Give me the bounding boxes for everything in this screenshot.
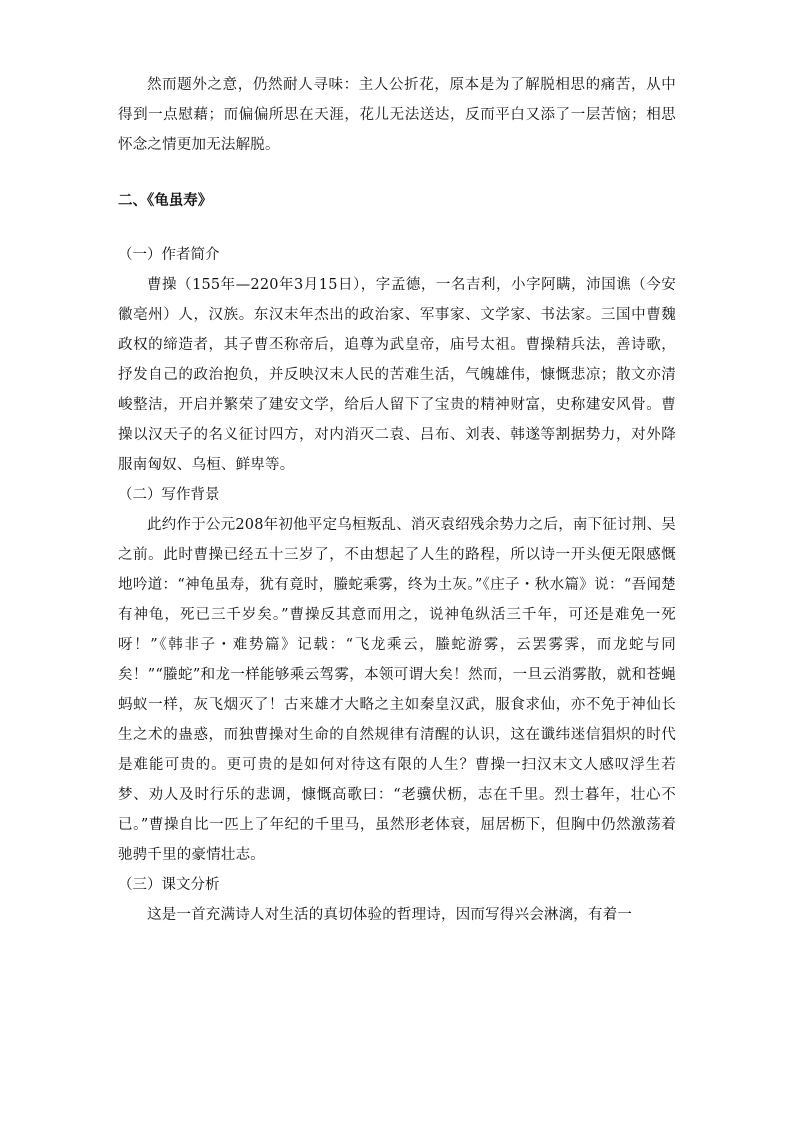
section-heading: 二、《龟虽寿》: [118, 193, 213, 209]
intro-paragraph: 然而题外之意，仍然耐人寻味：主人公折花，原本是为了解脱相思的痛苦，从中得到一点慰藉；而偏偏所思在天涯，花儿无法送达，反而平白又添了一层苦恼；相思怀念之情更加无法解脱。: [118, 77, 676, 153]
spacer: [118, 216, 676, 240]
background-paragraph: 此约作于公元208年初他平定乌桓叛乱、消灭袁绍残余势力之后，南下征讨荆、吴之前。此时曹操已经五十三岁了，不由想起了人生的路程，所以诗一开头便无限感慨地吟道：“神龟虽寿，犹有竟时，螣蛇乘雾，终为土灰。”《庄子・秋水篇》说：“吾闻楚有神龟，死已三千岁矣。”曹操反其意而用之，说神龟纵活三千年，可还是难免一死呀！”《韩非子・难势篇》记载：“飞龙乘云，螣蛇游雾，云罢雾霁，而龙蛇与同矣！”“螣蛇”和龙一样能够乘云驾雾，本领可谓大矣！然而，一旦云消雾散，就和苍蝇蚂蚁一样，灰飞烟灭了！古来雄才大略之主如秦皇汉武，服食求仙，亦不免于神仙长生之术的蛊惑，而独曹操对生命的自然规律有清醒的认识，这在谶纬迷信猖炽的时代是难能可贵的。更可贵的是如何对待这有限的人生？曹操一扫汉末文人感叹浮生若梦、劝人及时行乐的悲调，慷慨高歌曰：“老骥伏枥，志在千里。烈士暮年，壮心不已。”曹操自比一匹上了年纪的千里马，虽然形老体衰，屈居枥下，但胸中仍然激荡着驰骋千里的豪情壮志。: [118, 517, 676, 863]
subsection-title-background: （二）写作背景: [118, 487, 220, 503]
subsection-title-analysis: （三）课文分析: [118, 877, 220, 893]
spacer: [118, 160, 676, 186]
document-page: [118, 70, 676, 930]
analysis-paragraph: 这是一首充满诗人对生活的真切体验的哲理诗，因而写得兴会淋漓，有着一: [147, 907, 633, 923]
author-paragraph: 曹操（155年—220年3月15日），字孟德，一名吉利，小字阿瞒，沛国谯（今安徽亳州）人，汉族。东汉末年杰出的政治家、军事家、文学家、书法家。三国中曹魏政权的缔造者，其子曹丕称帝后，追尊为武皇帝，庙号太祖。曹操精兵法，善诗歌，抒发自己的政治抱负，并反映汉末人民的苦难生活，气魄雄伟，慷慨悲凉；散文亦清峻整洁，开启并繁荣了建安文学，给后人留下了宝贵的精神财富，史称建安风骨。曹操以汉天子的名义征讨四方，对内消灭二袁、吕布、刘表、韩遂等割据势力，对外降服南匈奴、乌桓、鲜卑等。: [118, 277, 676, 473]
subsection-title-author: （一）作者简介: [118, 247, 220, 263]
